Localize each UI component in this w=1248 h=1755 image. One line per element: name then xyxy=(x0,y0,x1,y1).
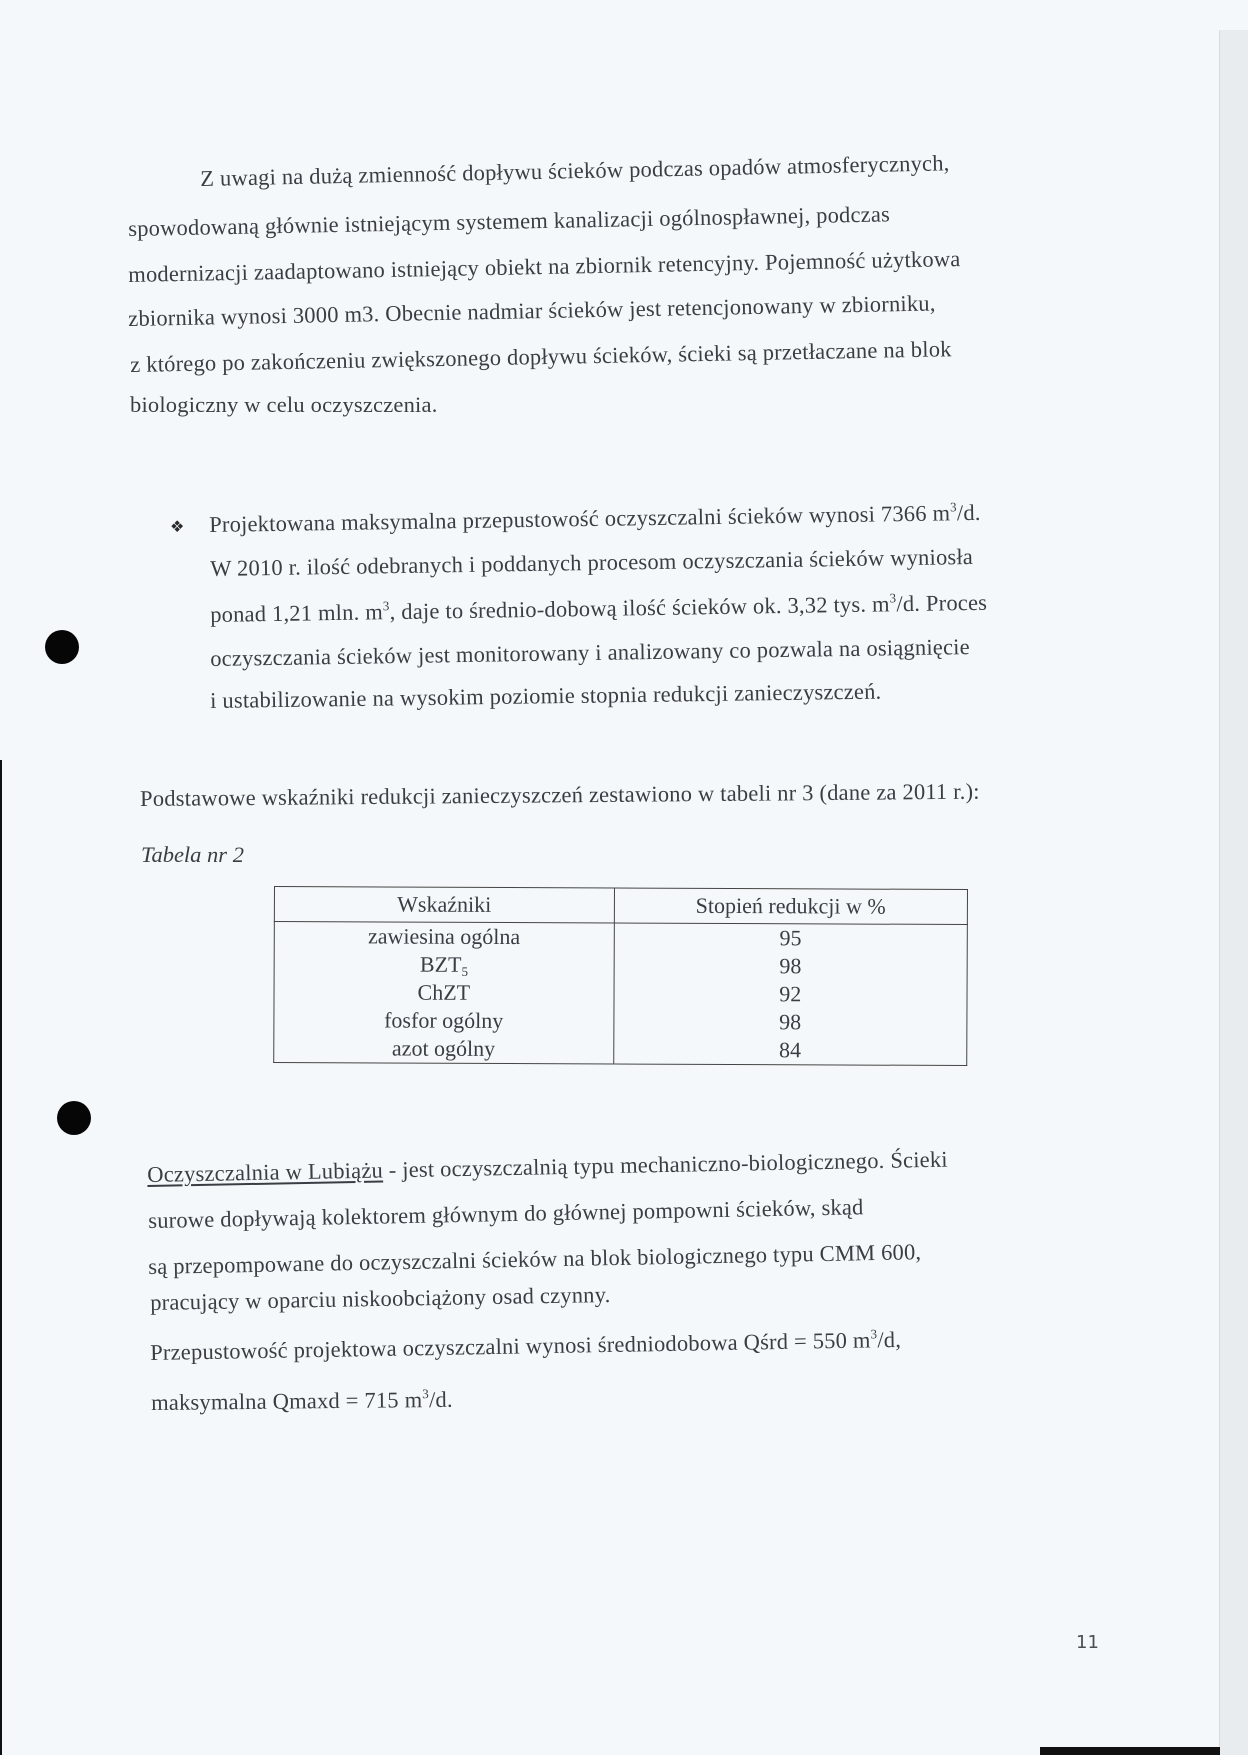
bullet-line-1-sup: 3 xyxy=(949,499,957,515)
bullet-line-5: i ustabilizowanie na wysokim poziomie stopnia redukcji zanieczyszczeń. xyxy=(210,678,882,713)
page-number: 11 xyxy=(1076,1632,1099,1653)
paragraph-1-line-4: zbiornika wynosi 3000 m3. Obecnie nadmiar ścieków jest retencjonowany w zbiorniku, xyxy=(128,290,936,331)
punch-hole-top xyxy=(45,630,79,664)
indicator-cell xyxy=(274,950,614,979)
bullet-line-1-text: Projektowana maksymalna przepustowość oczyszczalni ścieków wynosi 7366 m xyxy=(209,500,951,537)
indicator-name: fosfor ogólny xyxy=(384,1007,504,1034)
lubiaz-line-1-rest: - jest oczyszczalnią typu mechaniczno-biologicznego. Ścieki xyxy=(382,1146,948,1183)
table-row xyxy=(274,922,967,954)
table-row xyxy=(274,978,967,1009)
lubiaz-line-5-part-2: /d, xyxy=(877,1326,902,1353)
indicator-name: BZT xyxy=(419,951,462,977)
column-header-indicators: Wskaźniki xyxy=(274,887,614,923)
indicator-cell xyxy=(274,922,614,952)
four-diamond-bullet-icon: ❖ xyxy=(170,517,185,536)
value-cell: 84 xyxy=(613,1035,967,1065)
table-intro: Podstawowe wskaźniki redukcji zanieczyszczeń zestawiono w tabeli nr 3 (dane za 2011 r.): xyxy=(140,778,980,811)
lubiaz-line-6-part-2: /d. xyxy=(428,1386,453,1413)
indicator-name: ChZT xyxy=(417,979,471,1005)
bullet-line-3-sup-2: 3 xyxy=(889,590,897,606)
paragraph-1-line-2: spowodowaną głównie istniejącym systemem kanalizacji ogólnospławnej, podczas xyxy=(128,201,891,241)
paragraph-1-line-1: Z uwagi na dużą zmienność dopływu ścieków podczas opadów atmosferycznych, xyxy=(200,150,950,191)
scan-edge-line xyxy=(0,760,2,1755)
value-cell: 98 xyxy=(614,951,968,981)
lubiaz-line-5 xyxy=(150,1327,901,1366)
lubiaz-line-6 xyxy=(151,1387,453,1416)
bullet-line-3-part-3: /d. Proces xyxy=(896,589,988,617)
indicator-name: zawiesina ogólna xyxy=(367,923,521,950)
indicator-cell xyxy=(274,978,614,1007)
lubiaz-line-4: pracujący w oparciu niskoobciążony osad czynny. xyxy=(150,1281,611,1315)
lubiaz-line-5-sup: 3 xyxy=(870,1326,878,1342)
table-row xyxy=(274,950,967,981)
scan-bottom-edge xyxy=(1040,1747,1220,1755)
bullet-line-2: W 2010 r. ilość odebranych i poddanych procesom oczyszczania ścieków wyniosła xyxy=(210,544,974,581)
table-row xyxy=(274,1034,967,1066)
punch-hole-bottom xyxy=(57,1101,91,1135)
lubiaz-line-5-part-1: Przepustowość projektowa oczyszczalni wynosi średniodobowa Qśrd = 550 m xyxy=(150,1327,871,1365)
lubiaz-line-1 xyxy=(147,1147,948,1188)
column-header-reduction: Stopień redukcji w % xyxy=(614,888,968,925)
paragraph-1-line-5: z którego po zakończeniu zwiększonego dopływu ścieków, ścieki są przetłaczane na blok xyxy=(130,336,952,377)
value-cell: 98 xyxy=(613,1007,967,1037)
bullet-line-3-part-1: ponad 1,21 mln. m xyxy=(210,599,384,627)
indicator-cell xyxy=(274,1006,614,1035)
reduction-table xyxy=(273,886,968,1066)
table-header-row xyxy=(274,887,967,925)
lubiaz-line-2: surowe dopływają kolektorem głównym do głównej pompowni ścieków, skąd xyxy=(148,1194,864,1233)
table-row xyxy=(274,1006,967,1037)
lubiaz-title: Oczyszczalnia w Lubiążu xyxy=(147,1157,384,1187)
paragraph-1-line-3: modernizacji zaadaptowano istniejący obiekt na zbiornik retencyjny. Pojemność użytkowa xyxy=(128,246,961,287)
lubiaz-line-6-sup: 3 xyxy=(422,1386,430,1402)
indicator-cell xyxy=(274,1034,614,1064)
bullet-line-3-sup-1: 3 xyxy=(382,598,390,614)
value-cell: 95 xyxy=(614,923,968,953)
bullet-line-3-part-2: , daje to średnio-dobową ilość ścieków ok. 3,32 tys. m xyxy=(389,591,890,625)
value-cell: 92 xyxy=(614,979,968,1009)
lubiaz-line-6-part-1: maksymalna Qmaxd = 715 m xyxy=(151,1387,423,1415)
paragraph-1-line-6: biologiczny w celu oczyszczenia. xyxy=(130,392,438,417)
indicator-subscript: 5 xyxy=(461,963,468,979)
bullet-line-3 xyxy=(210,590,987,628)
bullet-line-1-end: /d. xyxy=(956,499,981,526)
bullet-line-1 xyxy=(209,500,981,538)
page-edge-shadow xyxy=(1219,30,1248,1755)
lubiaz-line-3: są przepompowane do oczyszczalni ścieków na blok biologicznego typu CMM 600, xyxy=(148,1239,922,1279)
indicator-name: azot ogólny xyxy=(391,1035,496,1061)
bullet-line-4: oczyszczania ścieków jest monitorowany i analizowany co pozwala na osiągnięcie xyxy=(210,634,970,671)
table-caption: Tabela nr 2 xyxy=(141,842,244,867)
